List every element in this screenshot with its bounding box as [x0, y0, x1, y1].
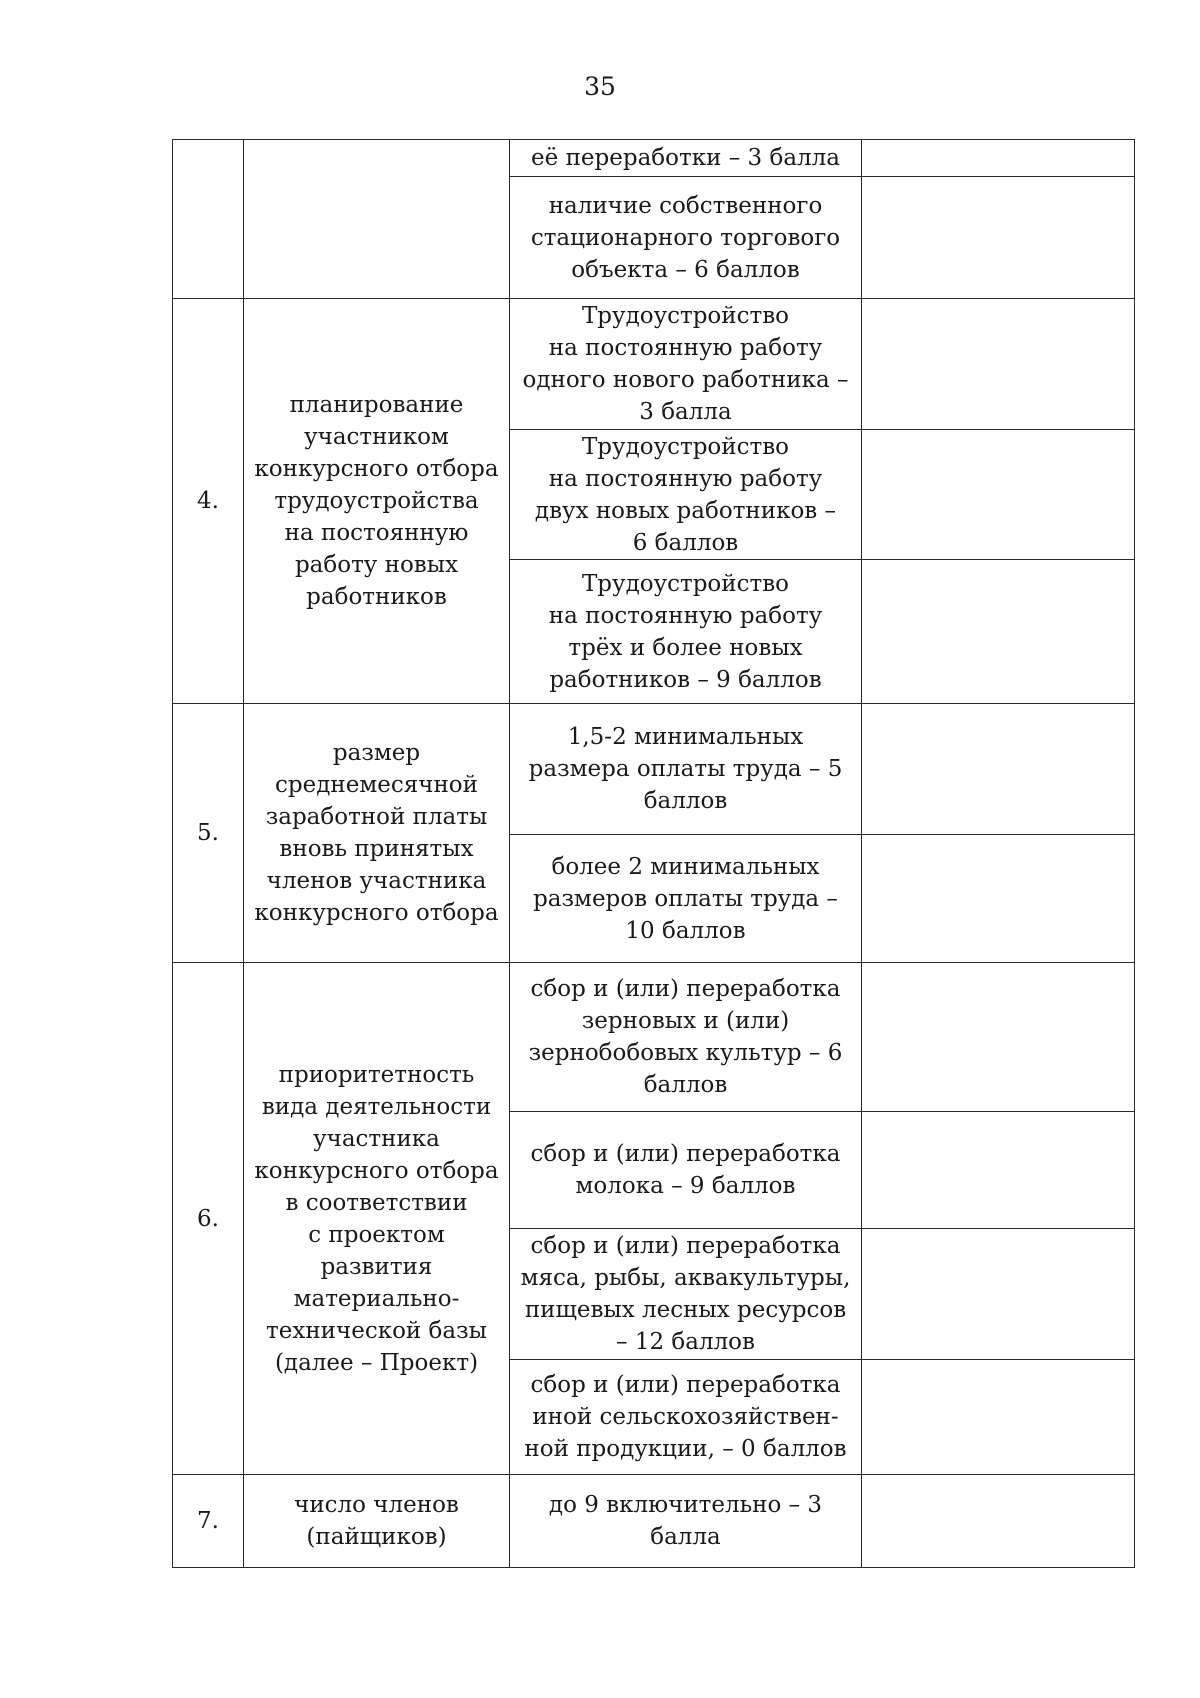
row-number-cell: 6.: [173, 963, 244, 1475]
score-cell: [862, 1112, 1135, 1229]
score-cell: [862, 430, 1135, 560]
score-cell: [862, 177, 1135, 299]
score-cell: [862, 299, 1135, 430]
row-number-cell: 5.: [173, 704, 244, 963]
score-cell: [862, 1475, 1135, 1568]
criterion-value-cell: 1,5-2 минимальных размера оплаты труда – 5 баллов: [510, 704, 862, 835]
criterion-value-cell: сбор и (или) переработка молока – 9 баллов: [510, 1112, 862, 1229]
score-cell: [862, 1360, 1135, 1475]
criterion-value-cell: наличие собственного стационарного торгового объекта – 6 баллов: [510, 177, 862, 299]
criterion-value-cell: сбор и (или) переработка мяса, рыбы, аквакультуры, пищевых лесных ресурсов – 12 баллов: [510, 1229, 862, 1360]
row-number-cell: [173, 140, 244, 299]
criterion-value-cell: Трудоустройство на постоянную работу одного нового работника – 3 балла: [510, 299, 862, 430]
score-cell: [862, 560, 1135, 704]
criterion-value-cell: до 9 включительно – 3 балла: [510, 1475, 862, 1568]
table-body: [173, 140, 1135, 1568]
table-row: [173, 1475, 1135, 1568]
criterion-cell: [244, 140, 510, 299]
criterion-cell: планирование участником конкурсного отбора трудоустройства на постоянную работу новых работников: [244, 299, 510, 704]
table-row: [173, 963, 1135, 1112]
table-row: [173, 299, 1135, 430]
criterion-value-cell: более 2 минимальных размеров оплаты труда – 10 баллов: [510, 835, 862, 963]
criterion-value-cell: сбор и (или) переработка иной сельскохозяйствен- ной продукции, – 0 баллов: [510, 1360, 862, 1475]
row-number-cell: 4.: [173, 299, 244, 704]
score-cell: [862, 835, 1135, 963]
criterion-cell: приоритетность вида деятельности участника конкурсного отбора в соответствии с проектом развития материально- технической базы (далее – Проект): [244, 963, 510, 1475]
criterion-value-cell: Трудоустройство на постоянную работу трёх и более новых работников – 9 баллов: [510, 560, 862, 704]
criteria-table: [172, 139, 1135, 1568]
score-cell: [862, 1229, 1135, 1360]
table-row: [173, 704, 1135, 835]
page-number: 35: [584, 72, 616, 101]
criterion-cell: число членов (пайщиков): [244, 1475, 510, 1568]
criterion-value-cell: сбор и (или) переработка зерновых и (или) зернобобовых культур – 6 баллов: [510, 963, 862, 1112]
score-cell: [862, 704, 1135, 835]
score-cell: [862, 140, 1135, 177]
criterion-value-cell: её переработки – 3 балла: [510, 140, 862, 177]
score-cell: [862, 963, 1135, 1112]
criterion-cell: размер среднемесячной заработной платы вновь принятых членов участника конкурсного отбора: [244, 704, 510, 963]
table-row: [173, 140, 1135, 177]
criterion-value-cell: Трудоустройство на постоянную работу двух новых работников – 6 баллов: [510, 430, 862, 560]
row-number-cell: 7.: [173, 1475, 244, 1568]
